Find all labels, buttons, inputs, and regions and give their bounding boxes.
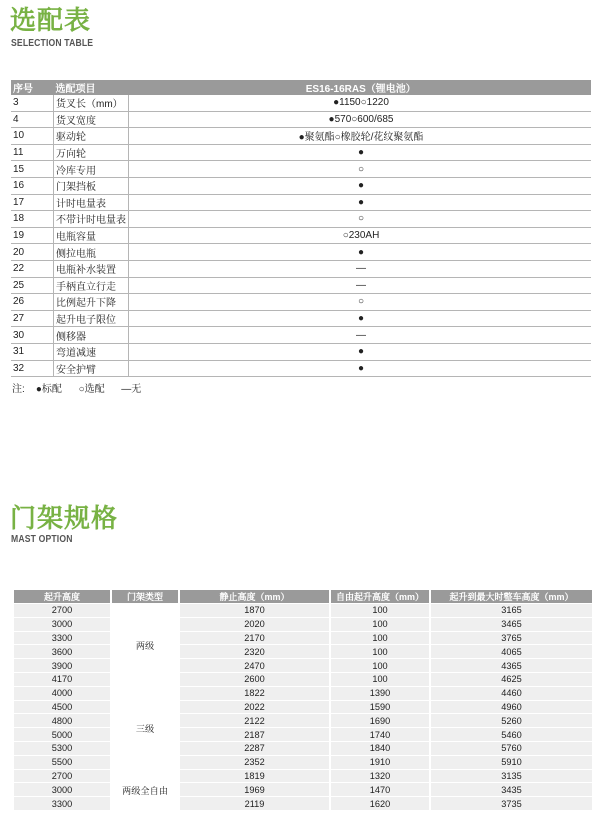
cell-lowered-height: 2352 — [179, 755, 330, 769]
row-value: ○230AH — [129, 227, 592, 244]
table-row — [14, 645, 592, 659]
cell-free-lift: 1740 — [330, 728, 430, 742]
table-row — [14, 769, 592, 783]
cell-extended-height: 5760 — [430, 741, 592, 755]
row-index: 11 — [11, 144, 54, 161]
header-lowered-height: 静止高度（mm） — [179, 590, 330, 604]
table-row — [11, 177, 591, 194]
row-value: ●570○600/685 — [129, 111, 592, 128]
selection-table-title: 选配表 — [10, 5, 92, 35]
row-index: 27 — [11, 310, 54, 327]
table-row — [11, 244, 591, 261]
row-index: 30 — [11, 327, 54, 344]
mast-table-header — [14, 590, 592, 604]
cell-extended-height: 5260 — [430, 714, 592, 728]
cell-lowered-height: 2122 — [179, 714, 330, 728]
cell-extended-height: 3765 — [430, 631, 592, 645]
row-value: ● — [129, 177, 592, 194]
row-option: 冷库专用 — [54, 161, 129, 178]
row-index: 26 — [11, 294, 54, 311]
cell-free-lift: 1840 — [330, 741, 430, 755]
row-option: 电瓶补水装置 — [54, 260, 129, 277]
header-index: 序号 — [11, 80, 54, 95]
table-row — [11, 327, 591, 344]
row-index: 31 — [11, 343, 54, 360]
cell-free-lift: 1590 — [330, 700, 430, 714]
mast-table — [14, 590, 592, 811]
row-option: 驱动轮 — [54, 128, 129, 145]
table-row — [11, 194, 591, 211]
table-row — [14, 686, 592, 700]
row-index: 15 — [11, 161, 54, 178]
cell-lowered-height: 2119 — [179, 797, 330, 811]
table-row — [11, 95, 591, 111]
row-index: 10 — [11, 128, 54, 145]
cell-free-lift: 1910 — [330, 755, 430, 769]
row-option: 弯道减速 — [54, 343, 129, 360]
table-row — [11, 144, 591, 161]
row-value: ●聚氨酯○橡胶轮/花纹聚氨酯 — [129, 128, 592, 145]
row-value: ● — [129, 194, 592, 211]
table-row — [14, 617, 592, 631]
selection-table-header — [11, 80, 591, 95]
row-option: 货叉宽度 — [54, 111, 129, 128]
cell-free-lift: 1690 — [330, 714, 430, 728]
cell-lowered-height: 2287 — [179, 741, 330, 755]
cell-free-lift: 1320 — [330, 769, 430, 783]
row-index: 20 — [11, 244, 54, 261]
table-row — [11, 128, 591, 145]
cell-lift-height: 3600 — [14, 645, 111, 659]
cell-lift-height: 5300 — [14, 741, 111, 755]
cell-free-lift: 100 — [330, 645, 430, 659]
cell-extended-height: 3435 — [430, 783, 592, 797]
header-mast-type: 门架类型 — [111, 590, 179, 604]
cell-lowered-height: 2600 — [179, 672, 330, 686]
row-value: ●1150○1220 — [129, 95, 592, 111]
table-row — [14, 700, 592, 714]
table-row — [11, 227, 591, 244]
row-index: 16 — [11, 177, 54, 194]
cell-lift-height: 2700 — [14, 604, 111, 618]
row-index: 22 — [11, 260, 54, 277]
row-value: ● — [129, 244, 592, 261]
row-option: 安全护臂 — [54, 360, 129, 377]
row-index: 3 — [11, 95, 54, 111]
table-row — [14, 672, 592, 686]
row-option: 计时电量表 — [54, 194, 129, 211]
cell-lift-height: 2700 — [14, 769, 111, 783]
row-index: 4 — [11, 111, 54, 128]
row-option: 手柄直立行走 — [54, 277, 129, 294]
cell-free-lift: 100 — [330, 604, 430, 618]
cell-extended-height: 4460 — [430, 686, 592, 700]
row-option: 侧拉电瓶 — [54, 244, 129, 261]
row-option: 货叉长（mm） — [54, 95, 129, 111]
cell-lowered-height: 2470 — [179, 659, 330, 673]
row-option: 侧移器 — [54, 327, 129, 344]
row-value: ○ — [129, 294, 592, 311]
header-extended-height: 起升到最大时整车高度（mm） — [430, 590, 592, 604]
row-option: 万向轮 — [54, 144, 129, 161]
table-row — [11, 360, 591, 377]
legend-note: 注: ●标配 ○选配 —无 — [12, 384, 142, 395]
cell-free-lift: 1390 — [330, 686, 430, 700]
row-option: 比例起升下降 — [54, 294, 129, 311]
cell-extended-height: 3135 — [430, 769, 592, 783]
table-row — [14, 755, 592, 769]
cell-mast-type: 两级 — [111, 604, 179, 687]
cell-lift-height: 5500 — [14, 755, 111, 769]
cell-lowered-height: 2020 — [179, 617, 330, 631]
cell-lowered-height: 1822 — [179, 686, 330, 700]
cell-lift-height: 3300 — [14, 797, 111, 811]
cell-lowered-height: 1819 — [179, 769, 330, 783]
table-row — [11, 277, 591, 294]
cell-lowered-height: 2187 — [179, 728, 330, 742]
header-free-lift: 自由起升高度（mm） — [330, 590, 430, 604]
cell-lowered-height: 1969 — [179, 783, 330, 797]
selection-table-subtitle: SELECTION TABLE — [11, 37, 94, 49]
row-value: ● — [129, 343, 592, 360]
row-index: 32 — [11, 360, 54, 377]
table-row — [14, 741, 592, 755]
cell-extended-height: 5910 — [430, 755, 592, 769]
table-row — [14, 728, 592, 742]
table-row — [14, 783, 592, 797]
cell-lift-height: 5000 — [14, 728, 111, 742]
table-row — [14, 714, 592, 728]
cell-extended-height: 5460 — [430, 728, 592, 742]
row-option: 起升电子限位 — [54, 310, 129, 327]
cell-lift-height: 4170 — [14, 672, 111, 686]
cell-free-lift: 100 — [330, 672, 430, 686]
cell-free-lift: 100 — [330, 617, 430, 631]
cell-mast-type: 三级 — [111, 686, 179, 769]
table-row — [11, 310, 591, 327]
row-value: ● — [129, 360, 592, 377]
cell-free-lift: 1620 — [330, 797, 430, 811]
header-option: 选配项目 — [54, 80, 129, 95]
cell-mast-type: 两级全自由 — [111, 769, 179, 810]
header-lift-height: 起升高度 — [14, 590, 111, 604]
table-row — [11, 161, 591, 178]
row-value: — — [129, 327, 592, 344]
cell-lowered-height: 2022 — [179, 700, 330, 714]
cell-lift-height: 4500 — [14, 700, 111, 714]
cell-lowered-height: 1870 — [179, 604, 330, 618]
row-value: ● — [129, 144, 592, 161]
cell-extended-height: 3165 — [430, 604, 592, 618]
cell-lowered-height: 2170 — [179, 631, 330, 645]
cell-lift-height: 4800 — [14, 714, 111, 728]
row-option: 门架挡板 — [54, 177, 129, 194]
cell-extended-height: 4960 — [430, 700, 592, 714]
mast-table-title: 门架规格 — [10, 503, 119, 533]
table-row — [11, 260, 591, 277]
table-row — [11, 343, 591, 360]
row-index: 17 — [11, 194, 54, 211]
table-row — [14, 604, 592, 618]
cell-extended-height: 4065 — [430, 645, 592, 659]
cell-lift-height: 4000 — [14, 686, 111, 700]
row-index: 19 — [11, 227, 54, 244]
cell-lowered-height: 2320 — [179, 645, 330, 659]
header-model: ES16-16RAS（锂电池） — [129, 80, 592, 95]
cell-extended-height: 3465 — [430, 617, 592, 631]
table-row — [14, 659, 592, 673]
cell-free-lift: 100 — [330, 631, 430, 645]
table-row — [14, 797, 592, 811]
row-value: — — [129, 260, 592, 277]
row-option: 不带计时电量表 — [54, 211, 129, 228]
row-index: 18 — [11, 211, 54, 228]
cell-lift-height: 3900 — [14, 659, 111, 673]
row-value: ○ — [129, 161, 592, 178]
row-value: — — [129, 277, 592, 294]
cell-lift-height: 3300 — [14, 631, 111, 645]
cell-extended-height: 3735 — [430, 797, 592, 811]
cell-lift-height: 3000 — [14, 783, 111, 797]
table-row — [14, 631, 592, 645]
selection-table — [11, 80, 591, 377]
row-option: 电瓶容量 — [54, 227, 129, 244]
mast-table-subtitle: MAST OPTION — [11, 533, 73, 545]
cell-extended-height: 4625 — [430, 672, 592, 686]
table-row — [11, 294, 591, 311]
table-row — [11, 111, 591, 128]
row-value: ● — [129, 310, 592, 327]
cell-free-lift: 1470 — [330, 783, 430, 797]
cell-extended-height: 4365 — [430, 659, 592, 673]
row-index: 25 — [11, 277, 54, 294]
table-row — [11, 211, 591, 228]
row-value: ○ — [129, 211, 592, 228]
cell-free-lift: 100 — [330, 659, 430, 673]
cell-lift-height: 3000 — [14, 617, 111, 631]
